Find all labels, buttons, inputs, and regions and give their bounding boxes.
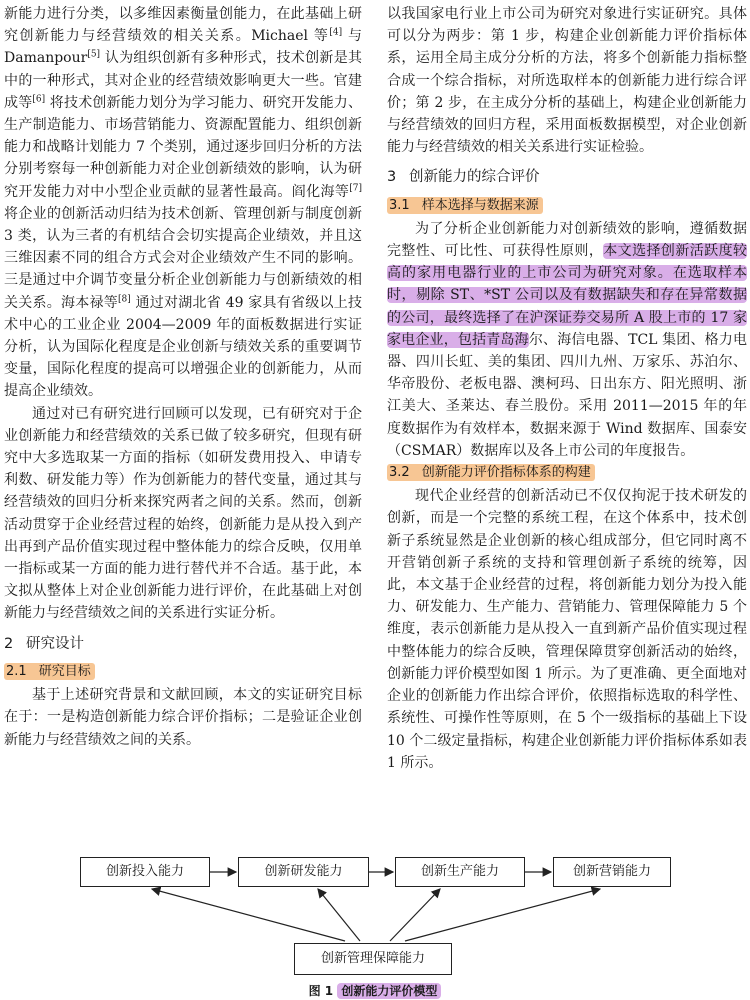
caption-title: 创新能力评价模型 — [337, 983, 441, 999]
citation-8[interactable]: [8] — [118, 293, 131, 304]
highlighted-text[interactable]: 本文选择创新活跃度较高的家用电器行业的上市公司为研究对象。在选取样本时，剔除 ST、*ST 公司以及有数据缺失和存在异常数据的公司，最终选择了在沪深证券交易所 A 股上市的 17 家家电企业，包括青岛海 — [387, 243, 747, 348]
box-production-ability: 创新生产能力 — [395, 857, 525, 887]
subsection-3-2-heading: 3.2 创新能力评价指标体系的构建 — [387, 462, 747, 484]
right-paragraph-2: 为了分析企业创新能力对创新绩效的影响，遵循数据完整性、可比性、可获得性原则，本文选择创新活跃度较高的家用电器行业的上市公司为研究对象。在选取样本时，剔除 ST、*ST 公司以及有数据缺失和存在异常数据的公司，最终选择了在沪深证券交易所 A 股上市的 17 家家电企业，包括青岛海尔、海信电器、TCL 集团、格力电器、四川长虹、美的集团、四川九州、万家乐、苏泊尔、华帝股份、老板电器、澳柯玛、日出东方、阳光照明、浙江美大、圣莱达、春兰股份。采用 2011—2015 年的年度数据作为有效样本，数据来源于 Wind 数据库、国泰安（CSMAR）数据库以及各上市公司的年度报告。 — [387, 220, 747, 459]
right-paragraph-1: 以我国家电行业上市公司为研究对象进行实证研究。具体可以分为两步：第 1 步，构建企业创新能力评价指标体系，运用全局主成分分析的方法，将多个创新能力指标整合成一个综合指标，对所选取样本的创新能力进行综合评价；第 2 步，在主成分分析的基础上，构建企业创新能力与经营绩效的回归方程，采用面板数据模型，对企业创新能力与经营绩效的相关关系进行实证检验。 — [387, 6, 747, 156]
box-input-ability: 创新投入能力 — [80, 857, 210, 887]
arrow-management-to-input — [152, 889, 345, 941]
figure-1-diagram — [0, 843, 750, 978]
subsection-3-1-heading: 3.1 样本选择与数据来源 — [387, 195, 747, 217]
subsection-2-1-heading: 2.1 研究目标 — [4, 661, 362, 683]
right-column — [387, 3, 747, 774]
caption-number: 图 1 — [308, 984, 334, 998]
left-paragraph-3: 基于上述研究背景和文献回顾，本文的实证研究目标在于：一是构造创新能力综合评价指标；二是验证企业创新能力与经营绩效之间的关系。 — [4, 687, 362, 748]
left-paragraph-2: 通过对已有研究进行回顾可以发现，已有研究对于企业创新能力和经营绩效的关系已做了较多研究，但现有研究中大多选取某一方面的指标（如研发费用投入、申请专利数、研发能力等）作为创新能力的替代变量，通过其与经营绩效的回归分析来探究两者之间的关系。然而，创新活动贯穿于企业经营过程的始终，创新能力是从投入到产出再到产品价值实现过程中整体能力的综合反映，仅用单一指标或某一方面的能力进行替代并不合适。基于此，本文拟从整体上对企业创新能力进行评价，在此基础上对创新能力与经营绩效之间的关系进行实证分析。 — [4, 405, 362, 622]
box-management-ability: 创新管理保障能力 — [294, 943, 452, 975]
right-paragraph-3: 现代企业经营的创新活动已不仅仅拘泥于技术研发的创新，而是一个完整的系统工程，在这个体系中，技术创新子系统显然是企业创新的核心组成部分，但它同时离不开营销创新子系统的支持和管理创新子系统的统筹，因此，本文基于企业经营的过程，将创新能力划分为投入能力、研发能力、生产能力、营销能力、管理保障能力 5 个维度，表示创新能力是从投入一直到新产品价值实现过程中整体能力的综合反映，管理保障贯穿创新活动的始终，创新能力评价模型如图 1 所示。为了更准确、更全面地对企业的创新能力作出综合评价，依照指标选取的科学性、系统性、可操作性等原则，在 5 个一级指标的基础上下设 10 个二级定量指标，构建企业创新能力评价指标体系如表 1 所示。 — [387, 488, 747, 771]
box-rd-ability: 创新研发能力 — [238, 857, 369, 887]
citation-7[interactable]: [7] — [349, 182, 362, 193]
figure-1-caption — [0, 982, 750, 999]
citation-5[interactable]: [5] — [87, 49, 101, 60]
section-2-heading: 2 研究设计 — [4, 635, 84, 652]
section-3-heading: 3 创新能力的综合评价 — [387, 169, 540, 186]
left-paragraph-1: 新能力进行分类，以多维因素衡量创能力，在此基础上研究创新能力与经营绩效的相关关系。Michael 等[4] 与 Damanpour[5] 认为组织创新有多种形式，技术创新是其中的一种形式，其对企业的经营绩效影响更大一些。官建成等[6] 将技术创新能力划分为学习能力、研究开发能力、生产制造能力、市场营销能力、资源配置能力、组织创新能力和战略计划能力 7 个类别，通过逐步回归分析的方法分别考察每一种创新能力对企业创新绩效的影响，认为研究开发能力对中小型企业贡献的显著性最高。阎化海等[7] 将企业的创新活动归结为技术创新、管理创新与制度创新 3 类，认为三者的有机结合会切实提高企业绩效，并且这三维因素不同的组合方式会对企业绩效产生不同的影响。三是通过中介调节变量分析企业创新能力与创新绩效的相关关系。海本禄等[8] 通过对湖北省 49 家具有省级以上技术中心的工业企业 2004—2009 年的面板数据进行实证分析，认为国际化程度是企业创新与绩效关系的重要调节变量，国际化程度的提高可以增强企业的创新能力，从而提高企业绩效。 — [4, 6, 363, 400]
box-marketing-ability: 创新营销能力 — [553, 857, 671, 887]
arrow-management-to-marketing — [405, 889, 600, 941]
citation-6[interactable]: [6] — [32, 94, 46, 105]
arrow-management-to-rd — [318, 889, 360, 941]
left-column — [4, 3, 362, 751]
citation-4[interactable]: [4] — [329, 27, 343, 38]
